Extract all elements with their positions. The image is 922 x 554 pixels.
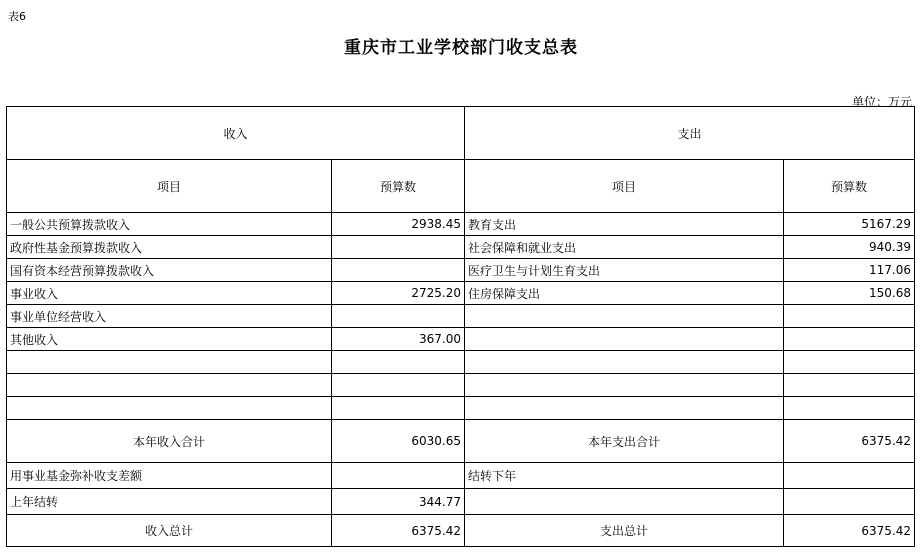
table-row bbox=[7, 305, 915, 328]
expense-budget-header: 预算数 bbox=[784, 160, 915, 213]
year-expense-total-value: 6375.42 bbox=[784, 420, 915, 463]
expense-amount-cell bbox=[784, 328, 915, 351]
expense-item-cell bbox=[465, 328, 784, 351]
year-total-row bbox=[7, 420, 915, 463]
empty-cell bbox=[465, 489, 784, 515]
income-item-header: 项目 bbox=[7, 160, 332, 213]
carry-forward-next-amount bbox=[784, 463, 915, 489]
expense-amount-cell: 5167.29 bbox=[784, 213, 915, 236]
income-item-cell: 其他收入 bbox=[7, 328, 332, 351]
table-row bbox=[7, 397, 915, 420]
fund-row bbox=[7, 463, 915, 489]
carry-forward-prev-label: 上年结转 bbox=[7, 489, 332, 515]
fund-label: 用事业基金弥补收支差额 bbox=[7, 463, 332, 489]
income-amount-cell: 367.00 bbox=[332, 328, 465, 351]
expense-amount-cell: 150.68 bbox=[784, 282, 915, 305]
expense-amount-cell bbox=[784, 374, 915, 397]
expense-amount-cell bbox=[784, 351, 915, 374]
expense-item-cell: 社会保障和就业支出 bbox=[465, 236, 784, 259]
expense-section-header: 支出 bbox=[465, 107, 915, 160]
income-item-cell bbox=[7, 397, 332, 420]
expense-item-cell: 医疗卫生与计划生育支出 bbox=[465, 259, 784, 282]
budget-summary-table bbox=[6, 106, 915, 547]
income-amount-cell bbox=[332, 351, 465, 374]
expense-total-label: 支出总计 bbox=[465, 515, 784, 547]
income-budget-header: 预算数 bbox=[332, 160, 465, 213]
table-row bbox=[7, 259, 915, 282]
table-row bbox=[7, 374, 915, 397]
year-expense-total-label: 本年支出合计 bbox=[465, 420, 784, 463]
income-item-cell: 事业收入 bbox=[7, 282, 332, 305]
income-item-cell bbox=[7, 374, 332, 397]
carry-forward-prev-amount: 344.77 bbox=[332, 489, 465, 515]
expense-item-header: 项目 bbox=[465, 160, 784, 213]
income-item-cell bbox=[7, 351, 332, 374]
expense-amount-cell: 940.39 bbox=[784, 236, 915, 259]
expense-amount-cell: 117.06 bbox=[784, 259, 915, 282]
income-total-label: 收入总计 bbox=[7, 515, 332, 547]
table-row bbox=[7, 328, 915, 351]
table-row bbox=[7, 282, 915, 305]
income-item-cell: 事业单位经营收入 bbox=[7, 305, 332, 328]
unit-label: 单位：万元 bbox=[851, 95, 912, 109]
table-row bbox=[7, 236, 915, 259]
expense-total-value: 6375.42 bbox=[784, 515, 915, 547]
income-amount-cell bbox=[332, 397, 465, 420]
income-amount-cell: 2725.20 bbox=[332, 282, 465, 305]
expense-item-cell bbox=[465, 305, 784, 328]
income-section-header: 收入 bbox=[7, 107, 465, 160]
expense-item-cell bbox=[465, 351, 784, 374]
table-number: 表6 bbox=[8, 10, 26, 23]
expense-amount-cell bbox=[784, 305, 915, 328]
empty-cell bbox=[784, 489, 915, 515]
table-row bbox=[7, 213, 915, 236]
column-header-row bbox=[7, 160, 915, 213]
income-amount-cell bbox=[332, 259, 465, 282]
section-header-row bbox=[7, 107, 915, 160]
income-amount-cell bbox=[332, 236, 465, 259]
carry-forward-next-label: 结转下年 bbox=[465, 463, 784, 489]
income-amount-cell bbox=[332, 305, 465, 328]
income-amount-cell bbox=[332, 374, 465, 397]
page-title: 重庆市工业学校部门收支总表 bbox=[344, 38, 578, 58]
grand-total-row bbox=[7, 515, 915, 547]
year-income-total-value: 6030.65 bbox=[332, 420, 465, 463]
expense-amount-cell bbox=[784, 397, 915, 420]
table-row bbox=[7, 351, 915, 374]
income-item-cell: 政府性基金预算拨款收入 bbox=[7, 236, 332, 259]
income-amount-cell: 2938.45 bbox=[332, 213, 465, 236]
income-item-cell: 国有资本经营预算拨款收入 bbox=[7, 259, 332, 282]
year-income-total-label: 本年收入合计 bbox=[7, 420, 332, 463]
carry-forward-row bbox=[7, 489, 915, 515]
fund-amount bbox=[332, 463, 465, 489]
expense-item-cell: 住房保障支出 bbox=[465, 282, 784, 305]
expense-item-cell: 教育支出 bbox=[465, 213, 784, 236]
expense-item-cell bbox=[465, 374, 784, 397]
income-total-value: 6375.42 bbox=[332, 515, 465, 547]
expense-item-cell bbox=[465, 397, 784, 420]
income-item-cell: 一般公共预算拨款收入 bbox=[7, 213, 332, 236]
